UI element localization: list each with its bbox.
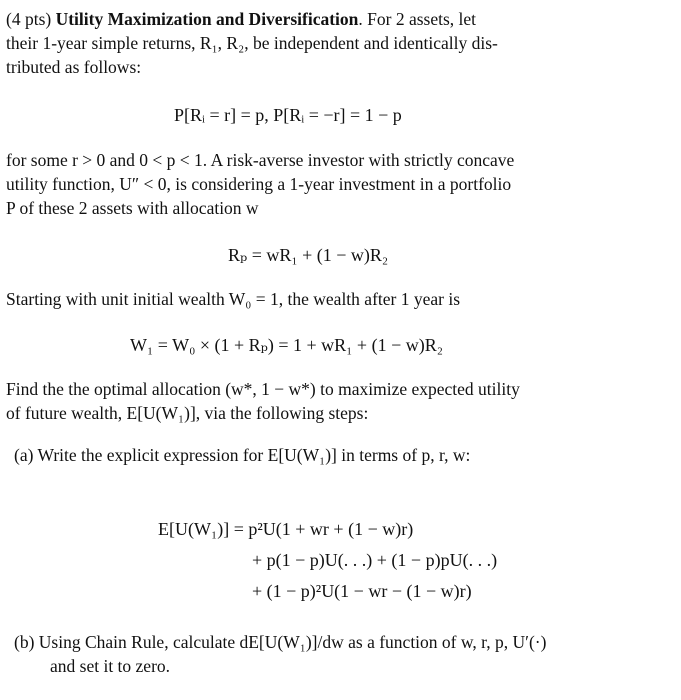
intro-line-1: For 2 assets, let	[367, 9, 477, 29]
part-b-text-2: and set it to zero.	[50, 656, 171, 676]
part-b-text-1: Using Chain Rule, calculate dE[U(W₁)]/dw as a function of w, r, p, U′(·)	[38, 632, 547, 652]
equation-distribution: P[Rᵢ = r] = p, P[Rᵢ = −r] = 1 − p	[174, 105, 402, 125]
expected-utility-line-1: E[U(W₁)] = p²U(1 + wr + (1 − w)r)	[158, 519, 414, 539]
problem-title: Utility Maximization and Diversification	[55, 9, 359, 29]
intro-line-2: their 1-year simple returns, R₁, R₂, be independent and identically dis-	[6, 33, 498, 53]
expected-utility-line-2: + p(1 − p)U(. . .) + (1 − p)pU(. . .)	[252, 550, 498, 570]
intro-line-3: tributed as follows:	[6, 57, 142, 77]
para4-line-2: of future wealth, E[U(W₁)], via the following steps:	[6, 403, 369, 423]
points-label: (4 pts)	[6, 9, 52, 29]
part-b-label: (b)	[14, 632, 35, 652]
part-b-line-1	[14, 631, 546, 653]
para3-line: Starting with unit initial wealth W₀ = 1, the wealth after 1 year is	[6, 289, 461, 309]
expected-utility-line-3: + (1 − p)²U(1 − wr − (1 − w)r)	[252, 581, 472, 601]
equation-wealth: W₁ = W₀ × (1 + Rₚ) = 1 + wR₁ + (1 − w)R₂	[130, 335, 444, 355]
para2-line-3: P of these 2 assets with allocation w	[6, 198, 259, 218]
equation-portfolio-return: Rₚ = wR₁ + (1 − w)R₂	[228, 245, 389, 265]
part-a-line	[14, 444, 470, 466]
para2-line-2: utility function, U″ < 0, is considering a 1-year investment in a portfolio	[6, 174, 512, 194]
para2-line-1: for some r > 0 and 0 < p < 1. A risk-averse investor with strictly concave	[6, 150, 515, 170]
para4-line-1: Find the the optimal allocation (w*, 1 − w*) to maximize expected utility	[6, 379, 520, 399]
part-a-label: (a)	[14, 445, 34, 465]
problem-header-line: (4 pts) Utility Maximization and Diversification. For 2 assets, let	[6, 9, 477, 29]
part-a-text: Write the explicit expression for E[U(W₁)] in terms of p, r, w:	[37, 445, 471, 465]
